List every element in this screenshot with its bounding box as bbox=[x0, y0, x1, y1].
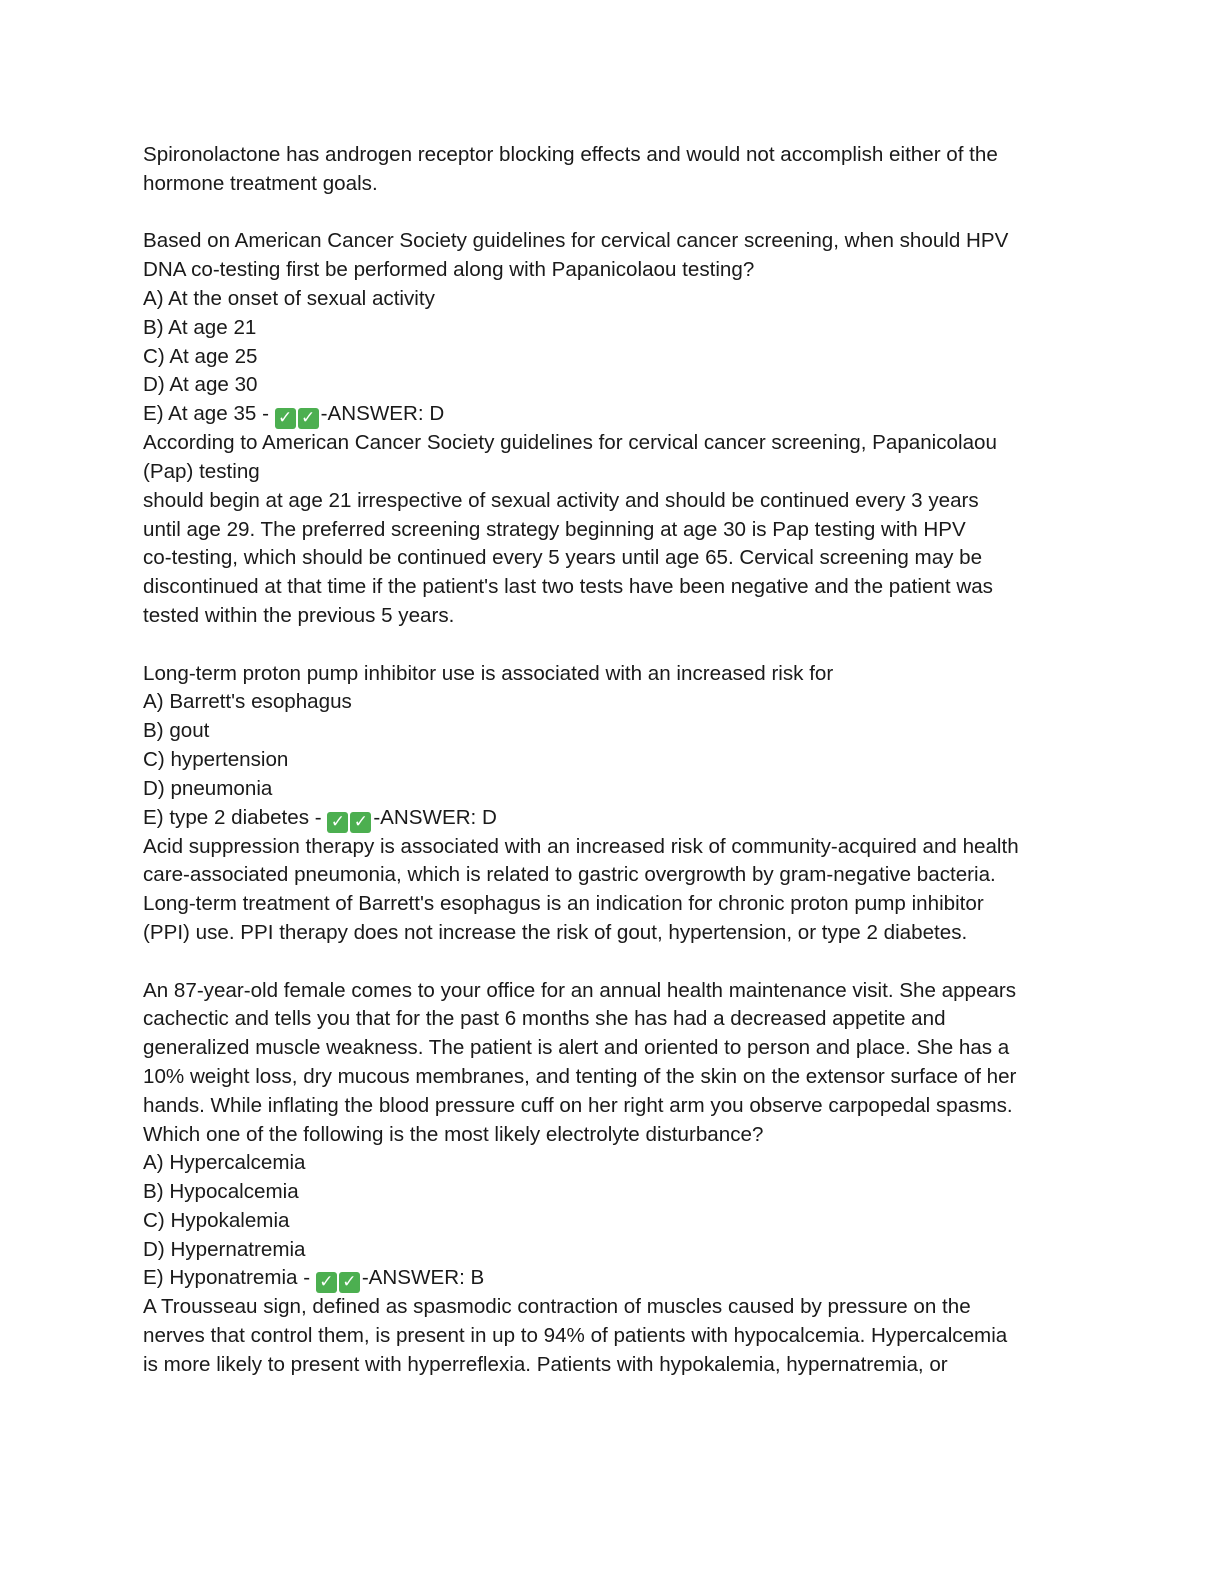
option-a: A) Barrett's esophagus bbox=[143, 690, 352, 714]
explanation-line: Long-term treatment of Barrett's esophagus is an indication for chronic proton pump inhibitor bbox=[143, 892, 984, 916]
explanation-line: until age 29. The preferred screening strategy beginning at age 30 is Pap testing with HPV bbox=[143, 517, 966, 541]
explanation-line: nerves that control them, is present in up to 94% of patients with hypocalcemia. Hypercalcemia bbox=[143, 1324, 1008, 1348]
question-line: generalized muscle weakness. The patient is alert and oriented to person and place. She has a bbox=[143, 1036, 1010, 1060]
option-a: A) Hypercalcemia bbox=[143, 1151, 306, 1175]
question-line: cachectic and tells you that for the past 6 months she has had a decreased appetite and bbox=[143, 1007, 946, 1031]
option-a: A) At the onset of sexual activity bbox=[143, 286, 435, 310]
question-line: 10% weight loss, dry mucous membranes, and tenting of the skin on the extensor surface of her bbox=[143, 1064, 1017, 1088]
check-mark-icon: ✓ bbox=[298, 408, 319, 429]
check-mark-icon: ✓ bbox=[327, 812, 348, 833]
paragraph-gap bbox=[143, 948, 1083, 977]
explanation-line: care-associated pneumonia, which is related to gastric overgrowth by gram-negative bacteria. bbox=[143, 863, 996, 887]
text-line: Spironolactone has androgen receptor blocking effects and would not accomplish either of the bbox=[143, 143, 998, 166]
option-c: C) At age 25 bbox=[143, 344, 258, 368]
option-e: E) Hyponatremia - bbox=[143, 1266, 316, 1290]
option-e-with-answer bbox=[143, 804, 1083, 833]
option-c: C) hypertension bbox=[143, 747, 289, 771]
question-line: DNA co-testing first be performed along with Papanicolaou testing? bbox=[143, 258, 755, 282]
paragraph-gap bbox=[143, 199, 1083, 228]
option-d: D) At age 30 bbox=[143, 373, 258, 397]
option-e: E) At age 35 - bbox=[143, 402, 275, 426]
option-b: B) Hypocalcemia bbox=[143, 1180, 299, 1204]
question-block-2 bbox=[143, 660, 1083, 948]
answer-label: -ANSWER: B bbox=[361, 1266, 485, 1290]
intro-paragraph bbox=[143, 141, 1083, 199]
explanation-line: discontinued at that time if the patient's last two tests have been negative and the patient was bbox=[143, 575, 993, 599]
question-block-3 bbox=[143, 977, 1083, 1380]
explanation-line: (Pap) testing bbox=[143, 459, 260, 483]
check-mark-icon: ✓ bbox=[275, 408, 296, 429]
question-line: An 87-year-old female comes to your office for an annual health maintenance visit. She appears bbox=[143, 978, 1017, 1002]
explanation-line: A Trousseau sign, defined as spasmodic contraction of muscles caused by pressure on the bbox=[143, 1295, 971, 1319]
option-e: E) type 2 diabetes - bbox=[143, 805, 328, 829]
explanation-line: According to American Cancer Society guidelines for cervical cancer screening, Papanicolaou bbox=[143, 431, 997, 455]
option-b: B) At age 21 bbox=[143, 315, 257, 339]
explanation-line: Acid suppression therapy is associated with an increased risk of community-acquired and health bbox=[143, 834, 1019, 858]
explanation-line: is more likely to present with hyperreflexia. Patients with hypokalemia, hypernatremia, or bbox=[143, 1353, 948, 1377]
question-line: Long-term proton pump inhibitor use is associated with an increased risk for bbox=[143, 661, 834, 685]
option-b: B) gout bbox=[143, 719, 210, 743]
option-c: C) Hypokalemia bbox=[143, 1208, 290, 1232]
question-line: Which one of the following is the most likely electrolyte disturbance? bbox=[143, 1122, 764, 1146]
document-page bbox=[143, 141, 1083, 1380]
question-block-1 bbox=[143, 227, 1083, 630]
question-line: Based on American Cancer Society guidelines for cervical cancer screening, when should HPV bbox=[143, 229, 1009, 253]
check-mark-icon: ✓ bbox=[316, 1272, 337, 1293]
check-mark-icon: ✓ bbox=[339, 1272, 360, 1293]
option-d: D) Hypernatremia bbox=[143, 1237, 306, 1261]
answer-label: -ANSWER: D bbox=[320, 402, 445, 426]
check-mark-icon: ✓ bbox=[350, 812, 371, 833]
paragraph-gap bbox=[143, 631, 1083, 660]
explanation-line: (PPI) use. PPI therapy does not increase the risk of gout, hypertension, or type 2 diabetes. bbox=[143, 920, 968, 944]
explanation-line: tested within the previous 5 years. bbox=[143, 603, 455, 627]
option-d: D) pneumonia bbox=[143, 776, 273, 800]
explanation-line: co-testing, which should be continued every 5 years until age 65. Cervical screening may be bbox=[143, 546, 983, 570]
question-line: hands. While inflating the blood pressure cuff on her right arm you observe carpopedal spasms. bbox=[143, 1093, 1013, 1117]
option-e-with-answer bbox=[143, 400, 1083, 429]
answer-label: -ANSWER: D bbox=[373, 805, 497, 829]
explanation-line: should begin at age 21 irrespective of sexual activity and should be continued every 3 years bbox=[143, 488, 979, 512]
option-e-with-answer bbox=[143, 1264, 1083, 1293]
text-line: hormone treatment goals. bbox=[143, 171, 378, 195]
